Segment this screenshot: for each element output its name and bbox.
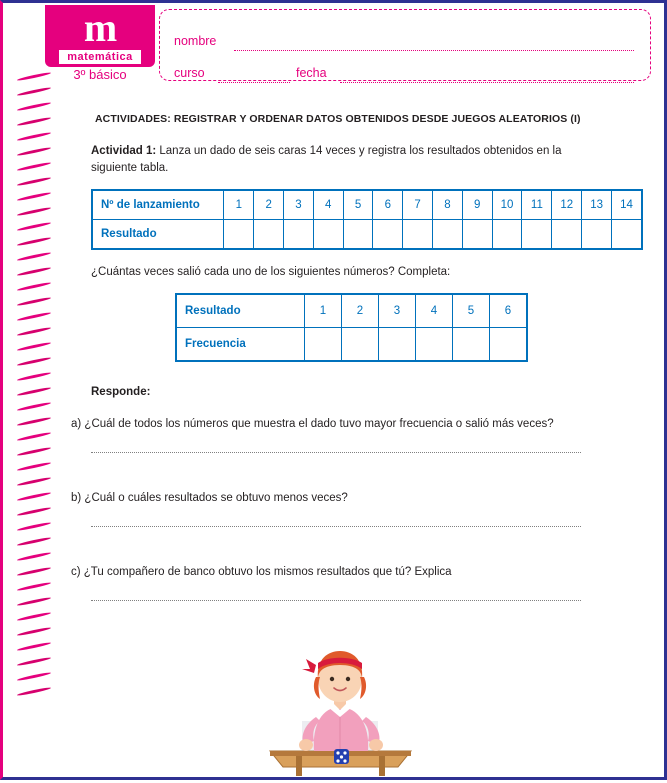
spiral-ring	[17, 581, 51, 591]
spiral-ring	[17, 416, 51, 426]
activity-title: ACTIVIDADES: REGISTRAR Y ORDENAR DATOS OBTENIDOS DESDE JUEGOS ALEATORIOS (I)	[95, 113, 581, 125]
answer-line-c[interactable]	[91, 600, 581, 601]
table-lanzamientos-column-header: 6	[373, 190, 403, 220]
answer-line-a[interactable]	[91, 452, 581, 453]
table-lanzamientos-answer-cell[interactable]	[224, 220, 254, 250]
table-frecuencia-wrapper	[175, 293, 528, 362]
table-lanzamientos-column-header: 4	[313, 190, 343, 220]
spiral-ring	[17, 431, 51, 441]
spiral-ring	[17, 101, 51, 111]
table-frecuencia-column-header: 6	[490, 294, 528, 328]
table-lanzamientos-answer-cell[interactable]	[433, 220, 463, 250]
table-frecuencia-answer-cell[interactable]	[305, 328, 342, 362]
table-row	[176, 294, 527, 328]
table-lanzamientos-answer-cell[interactable]	[403, 220, 433, 250]
table-lanzamientos-answer-cell[interactable]	[522, 220, 552, 250]
student-header-box	[159, 9, 651, 81]
table-frecuencia-answer-cell[interactable]	[342, 328, 379, 362]
spiral-ring	[17, 221, 51, 231]
table-lanzamientos-row-label: Nº de lanzamiento	[92, 190, 224, 220]
table-lanzamientos-answer-cell[interactable]	[313, 220, 343, 250]
spiral-ring	[17, 476, 51, 486]
table-lanzamientos-column-header: 5	[343, 190, 373, 220]
spiral-ring	[17, 341, 51, 351]
spiral-ring	[17, 356, 51, 366]
fecha-label: fecha	[296, 66, 327, 80]
table-frecuencia-row-label: Resultado	[176, 294, 305, 328]
question-b: b) ¿Cuál o cuáles resultados se obtuvo menos veces?	[71, 492, 348, 504]
spiral-ring	[17, 611, 51, 621]
spiral-ring	[17, 491, 51, 501]
table-lanzamientos-column-header: 11	[522, 190, 552, 220]
table-lanzamientos-column-header: 10	[492, 190, 522, 220]
spiral-ring	[17, 116, 51, 126]
spiral-ring	[17, 461, 51, 471]
question-c: c) ¿Tu compañero de banco obtuvo los mismos resultados que tú? Explica	[71, 566, 452, 578]
spiral-ring	[17, 296, 51, 306]
fecha-field[interactable]	[340, 82, 634, 83]
spiral-ring	[17, 161, 51, 171]
spiral-ring	[17, 281, 51, 291]
table-frecuencia-column-header: 2	[342, 294, 379, 328]
table-lanzamientos-column-header: 8	[433, 190, 463, 220]
table-lanzamientos-answer-cell[interactable]	[254, 220, 284, 250]
spiral-ring	[17, 521, 51, 531]
spiral-ring	[17, 686, 51, 696]
spiral-ring	[17, 671, 51, 681]
spiral-ring	[17, 326, 51, 336]
question-a: a) ¿Cuál de todos los números que muestra el dado tuvo mayor frecuencia o salió más veces?	[71, 418, 554, 430]
spiral-ring	[17, 596, 51, 606]
table-lanzamientos-wrapper	[91, 189, 643, 250]
table-frecuencia-column-header: 1	[305, 294, 342, 328]
spiral-ring	[17, 251, 51, 261]
activity-label: Actividad 1:	[91, 145, 157, 157]
table-row	[176, 328, 527, 362]
table-lanzamientos-answer-cell[interactable]	[462, 220, 492, 250]
table-lanzamientos-column-header: 14	[612, 190, 642, 220]
activity-intro-text: Lanza un dado de seis caras 14 veces y registra los resultados obtenidos en la siguiente tabla.	[91, 145, 562, 174]
table-frecuencia-answer-cell[interactable]	[453, 328, 490, 362]
table-frecuencia-column-header: 4	[416, 294, 453, 328]
activity-intro	[91, 143, 573, 176]
spiral-ring	[17, 401, 51, 411]
responde-label: Responde:	[91, 386, 151, 398]
table-lanzamientos-answer-cell[interactable]	[552, 220, 582, 250]
spiral-ring	[17, 371, 51, 381]
table-lanzamientos-column-header: 9	[462, 190, 492, 220]
table-lanzamientos-answer-cell[interactable]	[582, 220, 612, 250]
girl-throwing-die-illustration	[258, 633, 423, 778]
spiral-ring	[17, 386, 51, 396]
logo-block	[45, 5, 155, 67]
table-lanzamientos-row-label: Resultado	[92, 220, 224, 250]
spiral-ring	[17, 551, 51, 561]
logo-letter: m	[83, 5, 117, 50]
spiral-ring	[17, 641, 51, 651]
table-lanzamientos-answer-cell[interactable]	[284, 220, 314, 250]
nombre-label: nombre	[174, 34, 217, 48]
spiral-ring	[17, 656, 51, 666]
spiral-ring	[17, 266, 51, 276]
spiral-ring	[17, 536, 51, 546]
spiral-ring	[17, 506, 51, 516]
spiral-ring	[17, 446, 51, 456]
table-lanzamientos-column-header: 2	[254, 190, 284, 220]
table-lanzamientos-answer-cell[interactable]	[612, 220, 642, 250]
table-lanzamientos-answer-cell[interactable]	[343, 220, 373, 250]
table-frecuencia	[175, 293, 528, 362]
table-lanzamientos-answer-cell[interactable]	[373, 220, 403, 250]
table-frecuencia-answer-cell[interactable]	[379, 328, 416, 362]
table-lanzamientos-column-header: 1	[224, 190, 254, 220]
table-lanzamientos-column-header: 3	[284, 190, 314, 220]
table-lanzamientos-answer-cell[interactable]	[492, 220, 522, 250]
table-lanzamientos-column-header: 13	[582, 190, 612, 220]
table-row	[92, 220, 642, 250]
spiral-ring	[17, 86, 51, 96]
spiral-ring	[17, 146, 51, 156]
spiral-ring	[17, 131, 51, 141]
curso-label: curso	[174, 66, 205, 80]
complete-prompt: ¿Cuántas veces salió cada uno de los siguientes números? Completa:	[91, 266, 451, 278]
nombre-field[interactable]	[234, 50, 634, 51]
table-frecuencia-answer-cell[interactable]	[490, 328, 528, 362]
curso-field[interactable]	[218, 82, 290, 83]
spiral-binding-icon	[17, 75, 53, 705]
table-frecuencia-row-label: Frecuencia	[176, 328, 305, 362]
spiral-ring	[17, 566, 51, 576]
table-frecuencia-column-header: 3	[379, 294, 416, 328]
spiral-ring	[17, 206, 51, 216]
spiral-ring	[17, 626, 51, 636]
spiral-ring	[17, 236, 51, 246]
table-lanzamientos	[91, 189, 643, 250]
logo-level: 3º básico	[73, 67, 127, 82]
spiral-ring	[17, 176, 51, 186]
answer-line-b[interactable]	[91, 526, 581, 527]
worksheet-content	[63, 101, 643, 578]
table-lanzamientos-column-header: 7	[403, 190, 433, 220]
table-frecuencia-column-header: 5	[453, 294, 490, 328]
spiral-ring	[17, 311, 51, 321]
table-frecuencia-answer-cell[interactable]	[416, 328, 453, 362]
table-row	[92, 190, 642, 220]
spiral-ring	[17, 191, 51, 201]
logo-word: matemática	[59, 50, 141, 64]
table-lanzamientos-column-header: 12	[552, 190, 582, 220]
